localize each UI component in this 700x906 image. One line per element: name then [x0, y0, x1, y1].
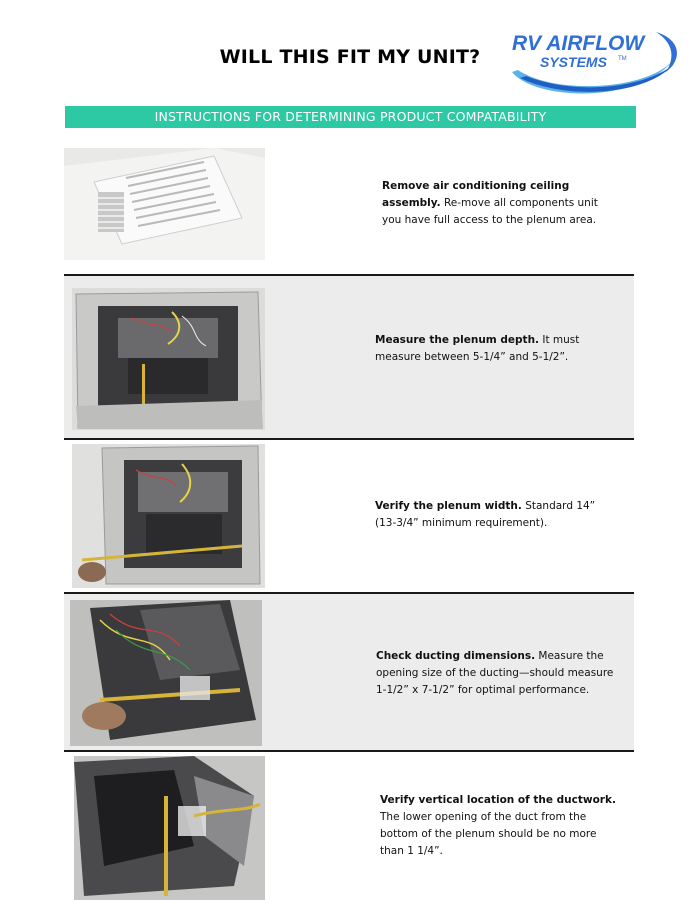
step-3-heading: Verify the plenum width. [375, 500, 522, 512]
step-1-heading: Remove air conditioning ceiling assembly. [382, 180, 570, 209]
step-2-text: It must measure between 5-1/4” and 5-1/2”. [375, 334, 580, 363]
rv-airflow-logo [506, 26, 684, 98]
logo-tm: TM [618, 56, 627, 62]
step-2-description [375, 332, 615, 366]
page-title: WILL THIS FIT MY UNIT? [219, 46, 481, 68]
step-4-text: Measure the opening size of the ducting—should measure 1-1/2” x 7-1/2” for optimal performance. [376, 650, 614, 696]
logo-text-line1: RV AIRFLOW [512, 32, 645, 55]
step-3-text: Standard 14” (13-3/4” minimum requirement). [375, 500, 596, 529]
step-1 [64, 146, 634, 274]
step-4-heading: Check ducting dimensions. [376, 650, 536, 662]
step-3 [64, 438, 634, 592]
step-5-description [380, 792, 616, 860]
instructions-banner: INSTRUCTIONS FOR DETERMINING PRODUCT COMPATABILITY [65, 106, 636, 128]
step-2-photo [72, 288, 265, 430]
step-5-heading: Verify vertical location of the ductwork. [380, 794, 616, 806]
step-5-photo [74, 756, 265, 900]
step-2 [64, 274, 634, 438]
step-4-description [376, 648, 614, 699]
logo-text-line2: SYSTEMS [540, 54, 607, 70]
step-5-text: The lower opening of the duct from the bottom of the plenum should be no more than 1 1/4”. [380, 811, 597, 857]
step-1-text: Re-move all components unit you have full access to the plenum area. [382, 197, 598, 226]
step-4 [64, 592, 634, 750]
step-5 [64, 750, 634, 902]
step-3-description [375, 498, 605, 532]
step-2-heading: Measure the plenum depth. [375, 334, 540, 346]
step-1-photo [64, 148, 265, 260]
step-3-photo [72, 444, 265, 588]
step-4-photo [70, 600, 262, 746]
step-1-description [382, 178, 612, 229]
logo-graphic [506, 26, 684, 98]
